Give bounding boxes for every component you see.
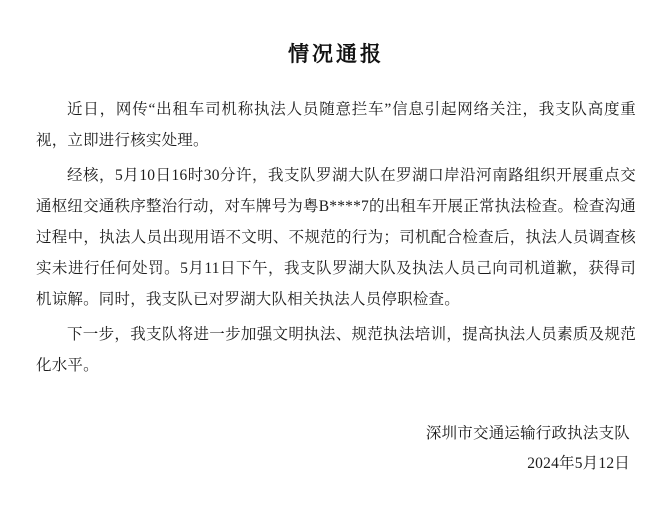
paragraph-1: 近日，网传“出租车司机称执法人员随意拦车”信息引起网络关注，我支队高度重视，立即进行核实处理。 [36, 101, 636, 149]
signature-date: 2024年5月12日 [527, 455, 630, 472]
signature-organization: 深圳市交通运输行政执法支队 [425, 425, 630, 442]
page-title: 情况通报 [288, 42, 384, 66]
paragraph-2: 经核，5月10日16时30分许，我支队罗湖大队在罗湖口岸沿河南路组织开展重点交通枢纽交通秩序整治行动，对车牌号为粤B****7的出租车开展正常执法检查。检查沟通过程中，执法人员出现用语不文明、不规范的行为；司机配合检查后，执法人员调查核实未进行任何处罚。5月11日下午，我支队罗湖大队及执法人员己向司机道歉，获得司机谅解。同时，我支队已对罗湖大队相关执法人员停职检查。 [36, 167, 636, 308]
signature-block [36, 419, 636, 479]
paragraph-3: 下一步，我支队将进一步加强文明执法、规范执法培训，提高执法人员素质及规范化水平。 [36, 326, 636, 374]
